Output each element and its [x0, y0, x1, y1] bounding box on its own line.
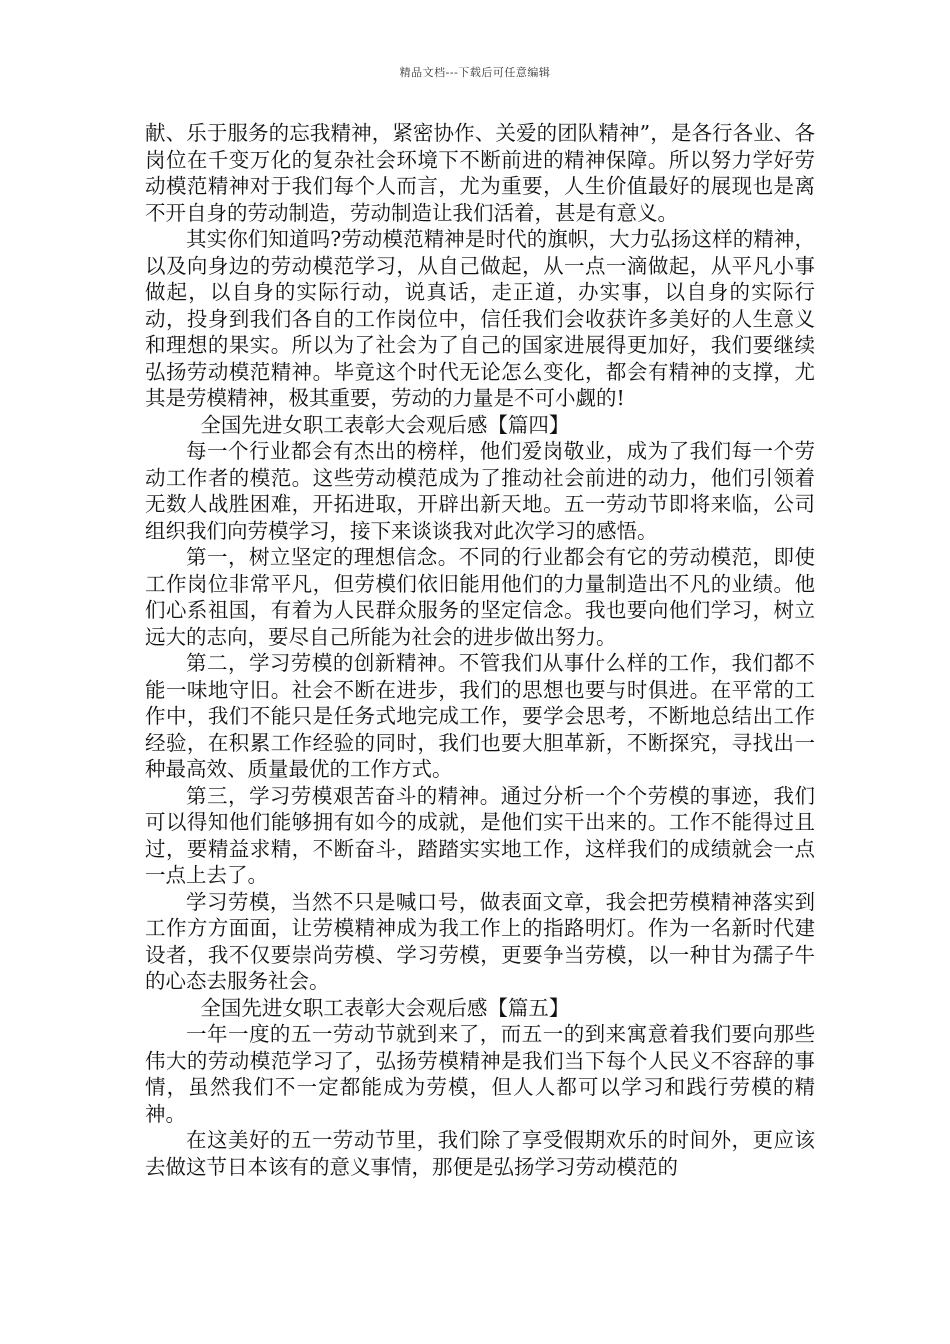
page-header: 精品文档---下载后可任意编辑	[399, 66, 551, 79]
section-heading-5: 全国先进女职工表彰大会观后感【篇五】	[200, 995, 570, 1020]
paragraph: 一年一度的五一劳动节就到来了，而五一的到来寓意着我们要向那些伟大的劳动模范学习了，弘扬劳模精神是我们当下每个人民义不容辞的事情，虽然我们不一定都能成为劳模，但人人都可以学习和践行劳模的精神。	[145, 1022, 815, 1126]
paragraph: 其实你们知道吗?劳动模范精神是时代的旗帜，大力弘扬这样的精神，以及向身边的劳动模范学习，从自己做起，从一点一滴做起，从平凡小事做起，以自身的实际行动，说真话，走正道，办实事，以自身的实际行动，投身到我们各自的工作岗位中，信任我们会收获许多美好的人生意义和理想的果实。所以为了社会为了自己的国家进展得更加好，我们要继续弘扬劳动模范精神。毕竟这个时代无论怎么变化，都会有精神的支撑，尤其是劳模精神，极其重要，劳动的力量是不可小觑的!	[145, 227, 815, 410]
paragraph-continuation: 献、乐于服务的忘我精神，紧密协作、关爱的团队精神”，是各行各业、各岗位在千变万化的复杂社会环境下不断前进的精神保障。所以努力学好劳动模范精神对于我们每个人而言，尤为重要，人生价值最好的展现也是离不开自身的劳动制造，劳动制造让我们活着，甚是有意义。	[145, 121, 815, 225]
paragraph: 在这美好的五一劳动节里，我们除了享受假期欢乐的时间外，更应该去做这节日本该有的意义事情，那便是弘扬学习劳动模范的	[145, 1128, 815, 1179]
paragraph: 第三，学习劳模艰苦奋斗的精神。通过分析一个个劳模的事迹，我们可以得知他们能够拥有如今的成就，是他们实干出来的。工作不能得过且过，要精益求精，不断奋斗，踏踏实实地工作，这样我们的成绩就会一点一点上去了。	[145, 783, 815, 887]
paragraph: 第一，树立坚定的理想信念。不同的行业都会有它的劳动模范，即使工作岗位非常平凡，但劳模们依旧能用他们的力量制造出不凡的业绩。他们心系祖国，有着为人民群众服务的坚定信念。我也要向他们学习，树立远大的志向，要尽自己所能为社会的进步做出努力。	[145, 545, 815, 649]
document-body	[145, 120, 815, 1180]
paragraph: 学习劳模，当然不只是喊口号，做表面文章，我会把劳模精神落实到工作方方面面，让劳模精神成为我工作上的指路明灯。作为一名新时代建设者，我不仅要崇尚劳模、学习劳模，更要争当劳模，以一种甘为孺子牛的心态去服务社会。	[145, 889, 815, 993]
paragraph: 每一个行业都会有杰出的榜样，他们爱岗敬业，成为了我们每一个劳动工作者的模范。这些劳动模范成为了推动社会前进的动力，他们引领着无数人战胜困难，开拓进取，开辟出新天地。五一劳动节即将来临，公司组织我们向劳模学习，接下来谈谈我对此次学习的感悟。	[145, 439, 815, 543]
section-heading-4: 全国先进女职工表彰大会观后感【篇四】	[200, 412, 570, 437]
paragraph: 第二，学习劳模的创新精神。不管我们从事什么样的工作，我们都不能一味地守旧。社会不断在进步，我们的思想也要与时俱进。在平常的工作中，我们不能只是任务式地完成工作，要学会思考，不断地总结出工作经验，在积累工作经验的同时，我们也要大胆革新，不断探究，寻找出一种最高效、质量最优的工作方式。	[145, 651, 815, 781]
